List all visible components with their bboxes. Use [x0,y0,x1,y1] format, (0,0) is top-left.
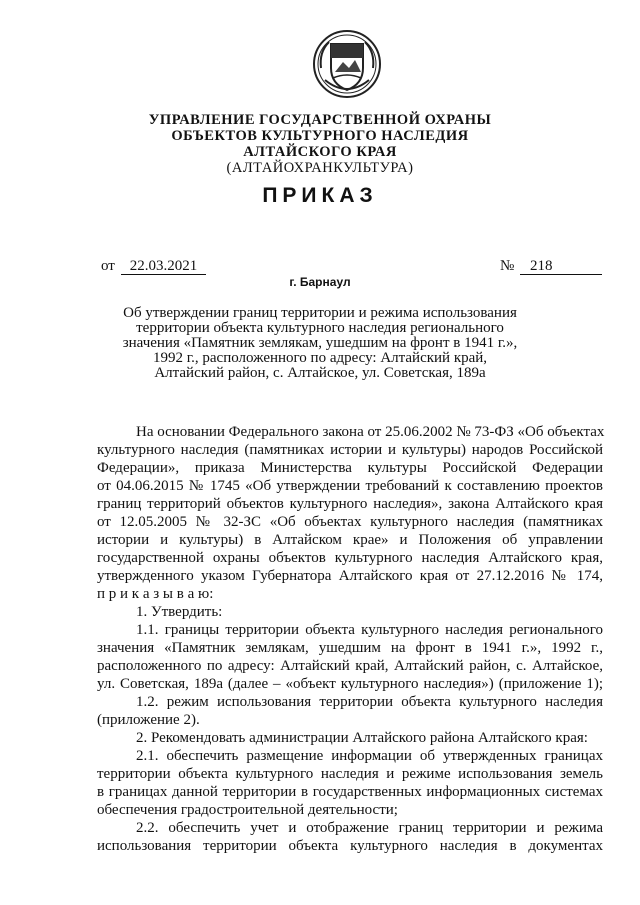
paragraph-line: Федерации», приказа Министерства культуры Российской Федерации [97,460,603,476]
order-date: 22.03.2021 [121,258,206,275]
altai-coat-of-arms-icon [311,28,383,100]
paragraph-line: обеспечения градостроительной деятельности; [97,802,398,818]
paragraph-line: границ территорий объектов культурного наследия», закона Алтайского края [97,496,603,512]
org-short-name: (АЛТАЙОХРАНКУЛЬТУРА) [226,160,414,176]
subject-line: территории объекта культурного наследия регионального [136,320,504,336]
paragraph-line: 1. Утвердить: [136,604,223,620]
paragraph-line: от 12.05.2005 № 32-ЗС «Об объектах культурного наследия (памятниках [97,514,603,530]
order-number: 218 [520,258,602,275]
paragraph-line: утвержденного указом Губернатора Алтайского края от 27.12.2016 № 174, [97,568,603,584]
paragraph-line: истории и культуры) в Алтайском крае» и Положения об управлении [97,532,603,548]
document-title: ПРИКАЗ [262,184,378,207]
org-name-line: АЛТАЙСКОГО КРАЯ [243,144,397,160]
paragraph-line: государственной охраны объектов культурного наследия Алтайского края, [97,550,603,566]
paragraph-line: На основании Федерального закона от 25.06.2002 № 73-ФЗ «Об объектах [136,424,605,440]
paragraph-line: п р и к а з ы в а ю: [97,586,214,602]
number-label: № [500,258,515,274]
paragraph-line: 2.2. обеспечить учет и отображение границ территории и режима [136,820,603,836]
paragraph-line: ул. Советская, 189а (далее – «объект культурного наследия») (приложение 1); [97,676,603,692]
paragraph-line: расположенного по адресу: Алтайский край, Алтайский район, с. Алтайское, [97,658,603,674]
paragraph-line: от 04.06.2015 № 1745 «Об утверждении требований к составлению проектов [97,478,603,494]
paragraph-line: (приложение 2). [97,712,200,728]
subject-line: значения «Памятник землякам, ушедшим на фронт в 1941 г.», [122,335,518,351]
paragraph-line: культурного наследия (памятниках истории и культуры) народов Российской [97,442,603,458]
date-label: от [101,258,115,274]
subject-line: 1992 г., расположенного по адресу: Алтайский край, [152,350,488,366]
paragraph-line: 1.2. режим использования территории объекта культурного наследия [136,694,603,710]
city: г. Барнаул [289,275,351,289]
subject-line: Алтайский район, с. Алтайское, ул. Советская, 189а [154,365,486,381]
org-name-line: УПРАВЛЕНИЕ ГОСУДАРСТВЕННОЙ ОХРАНЫ [148,112,492,128]
org-name-line: ОБЪЕКТОВ КУЛЬТУРНОГО НАСЛЕДИЯ [171,128,469,144]
paragraph-line: 2.1. обеспечить размещение информации об утвержденных границах [136,748,603,764]
subject-line: Об утверждении границ территории и режима использования [123,305,517,321]
paragraph-line: значения «Памятник землякам, ушедшим на фронт в 1941 г.», 1992 г., [97,640,603,656]
paragraph-line: использования территории объекта культурного наследия в документах [97,838,603,854]
paragraph-line: 2. Рекомендовать администрации Алтайского района Алтайского края: [136,730,588,746]
paragraph-line: 1.1. границы территории объекта культурного наследия регионального [136,622,603,638]
paragraph-line: территории объекта культурного наследия и режиме использования земель [97,766,603,782]
paragraph-line: в границах данной территории в государственных информационных системах [97,784,603,800]
